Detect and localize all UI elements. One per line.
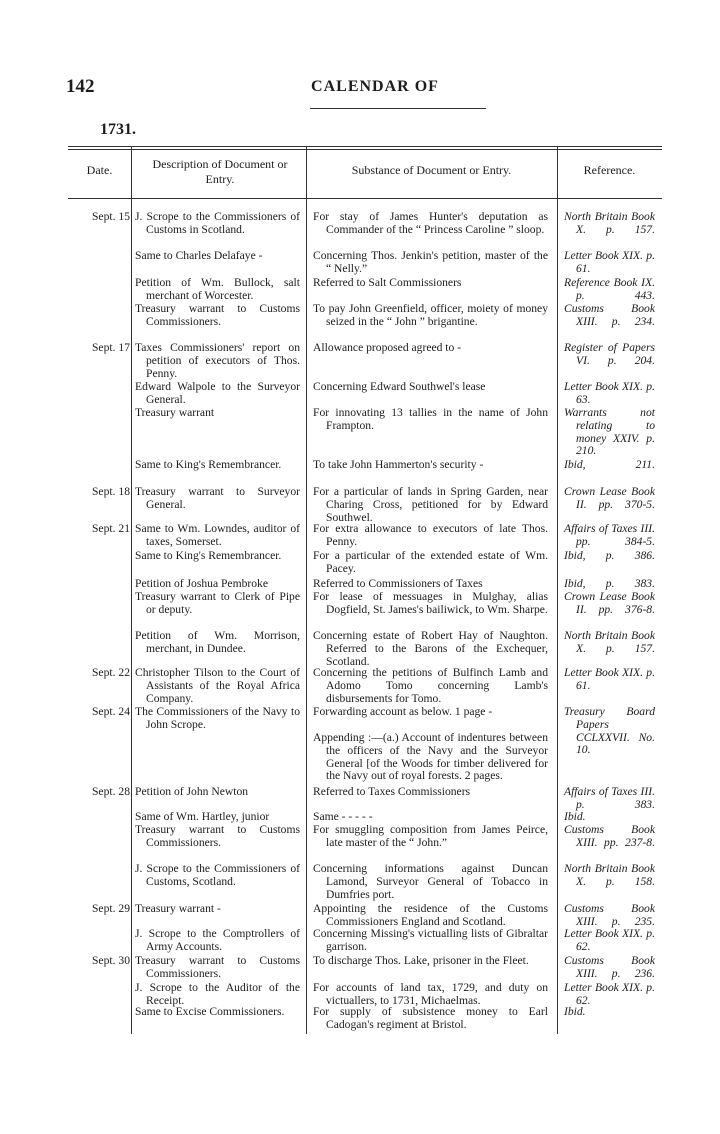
table-top-rule-2 xyxy=(68,149,662,150)
entry-reference: Letter Book XIX. p. 63. xyxy=(564,380,655,406)
entry-date: Sept. 21 xyxy=(91,522,130,535)
entry-description: Same to King's Remembrancer. xyxy=(135,458,282,471)
entry-reference: Letter Book XIX. p. 62. xyxy=(564,927,655,953)
entry-substance: For smuggling composition from James Peirce, late master of the “ John.” xyxy=(313,823,548,849)
header-bottom-rule xyxy=(68,198,662,199)
entry-substance: For a particular of lands in Spring Garden, near Charing Cross, petitioned for by Edward Southwel. xyxy=(313,485,548,524)
title-rule xyxy=(310,108,486,109)
entry-description: Treasury warrant to Customs Commissioners. xyxy=(135,302,300,328)
header-substance: Substance of Document or Entry. xyxy=(351,163,512,177)
entry-date: Sept. 15 xyxy=(91,210,130,223)
entry-reference: Ibid, p. 383. xyxy=(564,577,655,590)
entry-substance: Referred to Salt Commissioners xyxy=(313,276,462,289)
entry-reference: Reference Book IX. p. 443. xyxy=(564,276,655,302)
entry-reference: North Britain Book X. p. 158. xyxy=(564,862,655,888)
entry-reference: Register of Papers VI. p. 204. xyxy=(564,341,655,367)
entry-description: Petition of Wm. Morrison, merchant, in Dundee. xyxy=(135,629,300,655)
entry-reference: Affairs of Taxes III. p. 383. xyxy=(564,785,655,811)
entry-substance: Forwarding account as below. 1 page - xyxy=(313,705,493,718)
page-title: CALENDAR OF xyxy=(311,78,439,95)
entry-reference: Customs Book XIII. p. 234. xyxy=(564,302,655,328)
entry-substance: For lease of messuages in Mulghay, alias Dogfield, St. James's bailiwick, to Wm. Sharpe. xyxy=(313,590,548,616)
column-divider-2 xyxy=(306,146,307,1034)
entry-description: Treasury warrant to Customs Commissioners. xyxy=(135,823,300,849)
entry-reference: Crown Lease Book II. pp. 376-8. xyxy=(564,590,655,616)
entry-reference: North Britain Book X. p. 157. xyxy=(564,629,655,655)
entry-substance: Allowance proposed agreed to - xyxy=(313,341,462,354)
entry-reference: Ibid, 211. xyxy=(564,458,655,471)
entry-substance: Same - - - - - xyxy=(313,810,373,823)
entry-substance: Concerning the petitions of Bulfinch Lamb and Adomo Tomo concerning Lamb's disbursements for Tomo. xyxy=(313,666,548,705)
entry-description: Christopher Tilson to the Court of Assistants of the Royal Africa Company. xyxy=(135,666,300,705)
entry-description: Same to Charles Delafaye - xyxy=(135,249,263,262)
entry-date: Sept. 17 xyxy=(91,341,130,354)
entry-substance: To pay John Greenfield, officer, moiety of money seized in the “ John ” brigantine. xyxy=(313,302,548,328)
table-top-rule xyxy=(68,146,662,147)
year-heading: 1731. xyxy=(100,121,136,138)
page-number: 142 xyxy=(66,76,95,97)
entry-reference: Treasury Board Papers CCLXXVII. No. 10. xyxy=(564,705,655,757)
entry-description: Same to King's Remembrancer. xyxy=(135,549,282,562)
entry-date: Sept. 29 xyxy=(91,902,130,915)
entry-date: Sept. 22 xyxy=(91,666,130,679)
entry-reference: Ibid. xyxy=(564,1005,586,1018)
entry-description: Taxes Commissioners' report on petition of executors of Thos. Penny. xyxy=(135,341,300,380)
entry-description: Treasury warrant - xyxy=(135,902,221,915)
entry-description: The Commissioners of the Navy to John Scrope. xyxy=(135,705,300,731)
entry-reference: Customs Book XIII. pp. 237-8. xyxy=(564,823,655,849)
entry-substance: For extra allowance to executors of late Thos. Penny. xyxy=(313,522,548,548)
entry-date: Sept. 24 xyxy=(91,705,130,718)
entry-description: Edward Walpole to the Surveyor General. xyxy=(135,380,300,406)
entry-substance: For stay of James Hunter's deputation as Commander of the “ Princess Caroline ” sloop. xyxy=(313,210,548,236)
entry-substance: To discharge Thos. Lake, prisoner in the Fleet. xyxy=(313,954,529,967)
entry-description: J. Scrope to the Commissioners of Customs, Scotland. xyxy=(135,862,300,888)
entry-description: Treasury warrant to Customs Commissioners. xyxy=(135,954,300,980)
header-description: Description of Document or Entry. xyxy=(152,157,288,186)
entry-substance-appendix: Appending :—(a.) Account of indentures between the officers of the Navy and the Surveyor General [of the Woods for timber delivered for the Navy out of royal forests. 2 pages. xyxy=(313,731,548,783)
entry-reference: Affairs of Taxes III. pp. 384-5. xyxy=(564,522,655,548)
entry-reference: Customs Book XIII. p. 236. xyxy=(564,954,655,980)
entry-description: Petition of Joshua Pembroke xyxy=(135,577,268,590)
entry-substance: Concerning Missing's victualling lists of Gibraltar garrison. xyxy=(313,927,548,953)
entry-reference: Ibid, p. 386. xyxy=(564,549,655,562)
entry-description: J. Scrope to the Commissioners of Customs in Scotland. xyxy=(135,210,300,236)
entry-reference: Warrants not relating to money XXIV. p. 210. xyxy=(564,406,655,458)
entry-substance: Appointing the residence of the Customs Commissioners England and Scotland. xyxy=(313,902,548,928)
entry-reference: Letter Book XIX. p. 61. xyxy=(564,666,655,692)
entry-date: Sept. 18 xyxy=(91,485,130,498)
entry-substance: For innovating 13 tallies in the name of John Frampton. xyxy=(313,406,548,432)
entry-description: J. Scrope to the Comptrollers of Army Accounts. xyxy=(135,927,300,953)
entry-substance: Referred to Commissioners of Taxes xyxy=(313,577,483,590)
entry-description: Petition of John Newton xyxy=(135,785,249,798)
entry-substance: For accounts of land tax, 1729, and duty on victuallers, to 1731, Michaelmas. xyxy=(313,981,548,1007)
entry-substance: For a particular of the extended estate of Wm. Pacey. xyxy=(313,549,548,575)
entry-description: Same to Wm. Lowndes, auditor of taxes, Somerset. xyxy=(135,522,300,548)
entry-reference: Letter Book XIX. p. 62. xyxy=(564,981,655,1007)
entry-description: J. Scrope to the Auditor of the Receipt. xyxy=(135,981,300,1007)
column-divider-1 xyxy=(131,146,132,1034)
entry-description: Treasury warrant to Clerk of Pipe or deputy. xyxy=(135,590,300,616)
entry-description: Same of Wm. Hartley, junior xyxy=(135,810,270,823)
entry-reference: Crown Lease Book II. pp. 370-5. xyxy=(564,485,655,511)
entry-reference: North Britain Book X. p. 157. xyxy=(564,210,655,236)
entry-substance: Concerning informations against Duncan Lamond, Surveyor General of Tobacco in Dumfries port. xyxy=(313,862,548,901)
header-date: Date. xyxy=(86,163,113,177)
entry-substance: To take John Hammerton's security - xyxy=(313,458,484,471)
column-divider-3 xyxy=(557,146,558,1034)
entry-reference: Ibid. xyxy=(564,810,586,823)
entry-substance: Concerning estate of Robert Hay of Naughton. Referred to the Barons of the Exchequer, Scotland. xyxy=(313,629,548,668)
entry-description: Treasury warrant xyxy=(135,406,215,419)
entry-description: Petition of Wm. Bullock, salt merchant of Worcester. xyxy=(135,276,300,302)
entry-date: Sept. 30 xyxy=(91,954,130,967)
header-reference: Reference. xyxy=(583,163,636,177)
entry-reference: Customs Book XIII. p. 235. xyxy=(564,902,655,928)
entry-reference: Letter Book XIX. p. 61. xyxy=(564,249,655,275)
entry-substance: Concerning Thos. Jenkin's petition, master of the “ Nelly.” xyxy=(313,249,548,275)
entry-substance: For supply of subsistence money to Earl Cadogan's regiment at Bristol. xyxy=(313,1005,548,1031)
entry-description: Same to Excise Commissioners. xyxy=(135,1005,285,1018)
entry-description: Treasury warrant to Surveyor General. xyxy=(135,485,300,511)
entry-substance: Referred to Taxes Commissioners xyxy=(313,785,471,798)
entry-substance: Concerning Edward Southwel's lease xyxy=(313,380,486,393)
entry-date: Sept. 28 xyxy=(91,785,130,798)
